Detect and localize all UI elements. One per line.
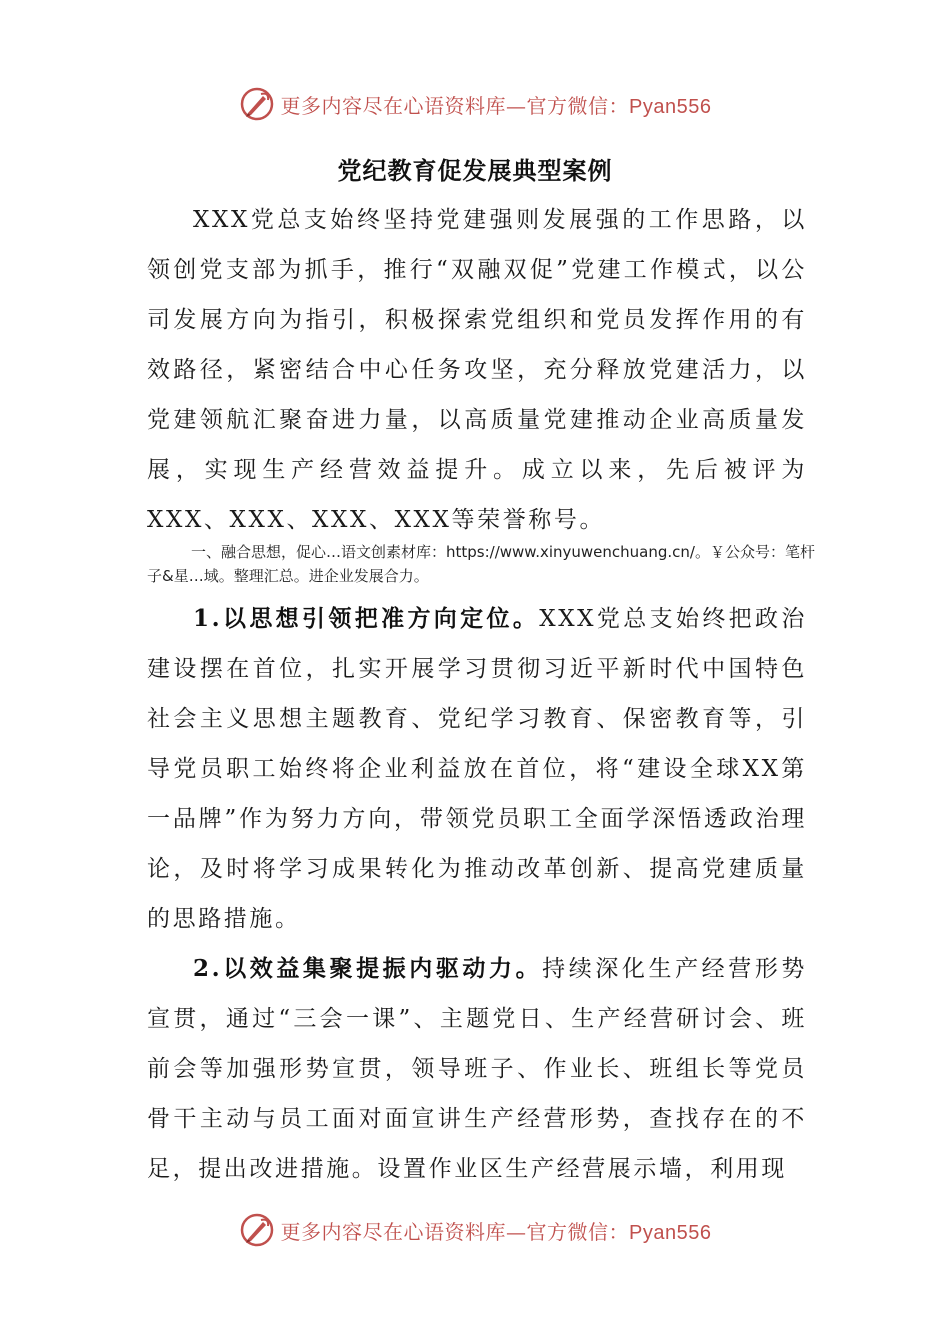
item-paragraph-2: [147, 944, 807, 1194]
header-banner: [0, 82, 950, 126]
item-text-2: 持续深化生产经营形势宣贯，通过“三会一课”、主题党日、生产经营研讨会、班前会等加强形势宣贯，领导班子、作业长、班组长等党员骨干主动与员工面对面宣讲生产经营形势，查找存在的不足，提出改进措施。设置作业区生产经营展示墙，利用现: [147, 956, 807, 1182]
item-lead-2: 2.以效益集聚提振内驱动力。: [193, 955, 543, 982]
pen-logo-icon: [239, 86, 275, 122]
section-heading-note: 一、融合思想，促心…语文创素材库：https://www.xinyuwenchuang.cn/。￥公众号：笔杆子&星…域。整理汇总。进企业发展合力。: [147, 543, 815, 585]
footer-banner-text: 更多内容尽在心语资料库—官方微信：Pyan556: [280, 1219, 712, 1244]
pen-logo-icon: [239, 1212, 275, 1248]
header-banner-text: 更多内容尽在心语资料库—官方微信：Pyan556: [280, 93, 712, 118]
intro-paragraph: XXX党总支始终坚持党建强则发展强的工作思路，以领创党支部为抓手，推行“双融双促”党建工作模式，以公司发展方向为指引，积极探索党组织和党员发挥作用的有效路径，紧密结合中心任务攻坚，充分释放党建活力，以党建领航汇聚奋进力量，以高质量党建推动企业高质量发展，实现生产经营效益提升。成立以来，先后被评为XXX、XXX、XXX、XXX等荣誉称号。: [147, 207, 807, 533]
item-text-1: XXX党总支始终把政治建设摆在首位，扎实开展学习贯彻习近平新时代中国特色社会主义思想主题教育、党纪学习教育、保密教育等，引导党员职工始终将企业利益放在首位，将“建设全球XX第一品牌”作为努力方向，带领党员职工全面学深悟透政治理论，及时将学习成果转化为推动改革创新、提高党建质量的思路措施。: [147, 606, 807, 932]
item-lead-1: 1.以思想引领把准方向定位。: [193, 605, 540, 632]
item-paragraph-1: [147, 594, 807, 944]
footer-banner: [0, 1208, 950, 1252]
document-title: 党纪教育促发展典型案例: [337, 156, 613, 185]
